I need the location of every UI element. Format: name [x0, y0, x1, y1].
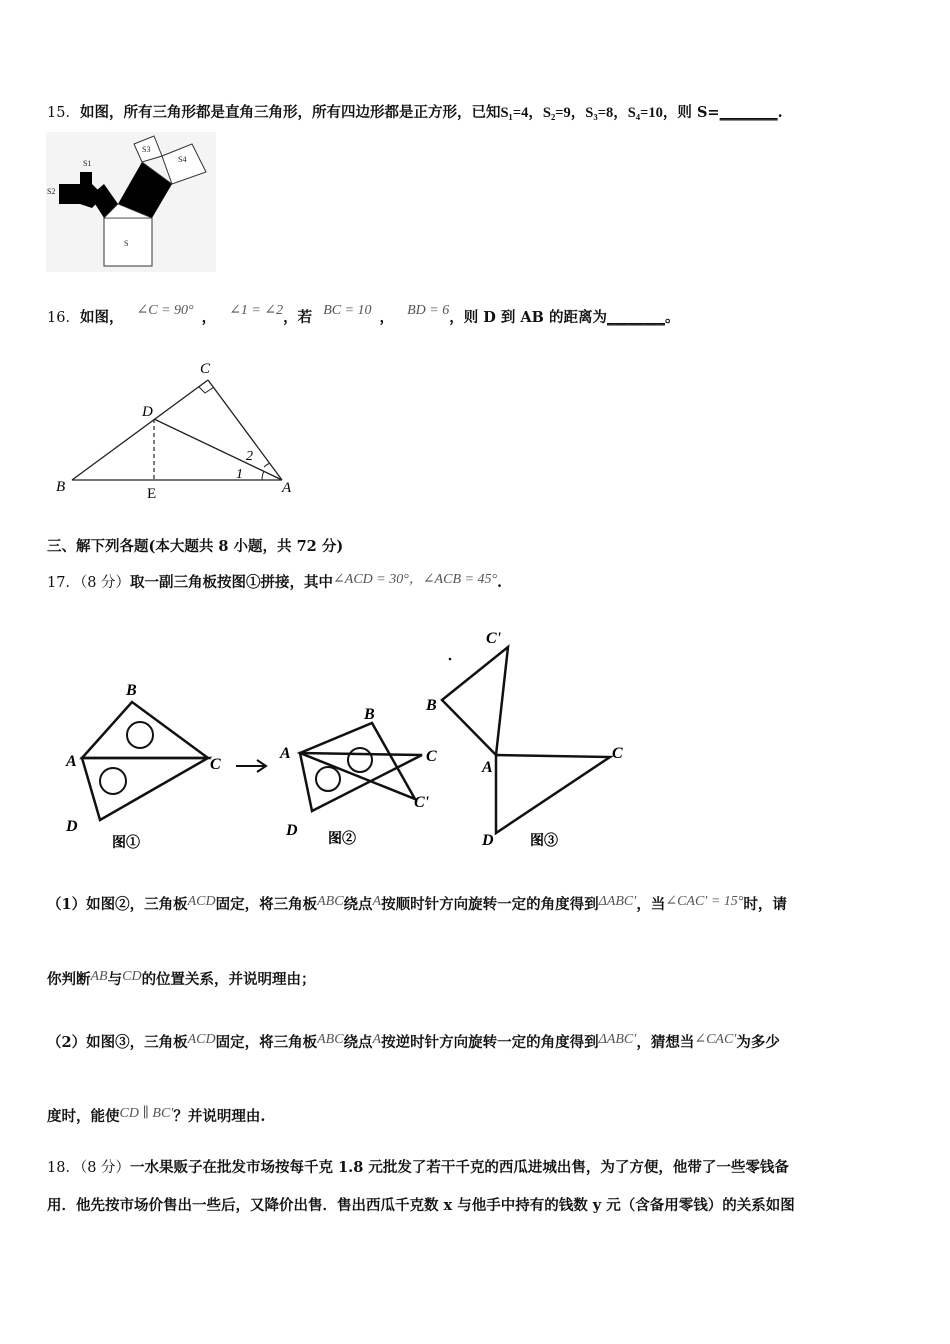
q17-text [47, 573, 502, 594]
angle-arc-2 [264, 463, 270, 467]
part2-m1: ACD [187, 1032, 216, 1047]
q16-sep2: ，若 [283, 309, 313, 326]
fig3-label-c: C [612, 745, 623, 762]
fig1-label-c: C [210, 756, 221, 773]
fig1-label-b: B [126, 682, 137, 699]
part1-m4: ΔABC′ [598, 894, 637, 909]
label-d: D [142, 404, 153, 420]
fig2-label-a: A [280, 745, 291, 762]
part1-t7: 你判断 [47, 971, 91, 988]
segment-ca [208, 380, 282, 480]
fig3-label-c-prime: C' [486, 630, 502, 647]
part1-t2: 固定，将三角板 [215, 896, 318, 913]
q16-cond1: ∠C = 90° [136, 303, 194, 318]
part1-t9: 的位置关系，并说明理由； [141, 971, 316, 988]
q16-cond3: BC = 10 [323, 303, 372, 318]
label-b: B [56, 479, 66, 495]
q17-part1-line1 [47, 895, 787, 916]
label-a: A [282, 480, 292, 496]
part2-t1: 如图③，三角板 [86, 1034, 188, 1051]
fig3-label-a: A [482, 759, 493, 776]
q17-score: （8 分） [79, 575, 131, 591]
fig1-label-a: A [66, 753, 77, 770]
part2-m3: A [372, 1032, 382, 1047]
q18-text-line2: 用．他先按市场价售出一些后，又降价出售．售出西瓜千克数 x 与他手中持有的钱数 y 元（含备用零钱）的关系如图 [47, 1197, 795, 1214]
q15-text-a: 如图，所有三角形都是直角三角形，所有四边形都是正方形，已知 [79, 104, 501, 121]
q18-line1 [47, 1158, 789, 1178]
part2-t5: ，猜想当 [636, 1034, 695, 1051]
q17-cond: ∠ACD = 30°，∠ACB = 45° [333, 572, 498, 587]
q18-number: 18． [47, 1160, 80, 1176]
q16-number: 16． [47, 310, 80, 326]
label-s4: S4 [178, 155, 187, 164]
part2-t8: ？并说明理由. [173, 1108, 266, 1125]
q17-intro: 取一副三角板按图①拼接，其中 [130, 574, 334, 591]
part1-m3: A [372, 894, 382, 909]
q16-cond2: ∠1 = ∠2 [229, 303, 284, 318]
right-angle-mark [199, 387, 214, 393]
q16-tail: ，则 D 到 AB 的距离为 [449, 309, 607, 326]
fig1-caption: 图① [112, 836, 140, 851]
part1-label: （1） [47, 896, 87, 913]
arrow-icon [236, 760, 266, 772]
q17-number: 17． [47, 575, 80, 591]
fig2 [279, 706, 437, 847]
fig2-label-b: B [364, 706, 375, 723]
q17-part2-line2 [47, 1107, 265, 1128]
part2-label: （2） [47, 1034, 87, 1051]
q16-cond4: BD = 6 [407, 303, 450, 318]
q16-figure [50, 355, 300, 505]
q16-end: 。 [664, 309, 680, 326]
fig2-caption: 图② [328, 832, 356, 847]
part1-t5: ，当 [636, 896, 666, 913]
part2-m2: ABC [317, 1032, 344, 1047]
part1-t3: 绕点 [343, 896, 373, 913]
q16-blank: ________ [606, 309, 665, 326]
label-e: E [147, 486, 157, 502]
part1-t8: 与 [107, 971, 123, 988]
fig3-caption: 图③ [530, 834, 558, 849]
q16-sep3: ， [379, 309, 395, 326]
label-s3: S3 [142, 145, 151, 154]
part1-m5: ∠CAC′ = 15° [665, 894, 744, 909]
label-s: S [124, 239, 129, 248]
part2-t2: 固定，将三角板 [215, 1034, 318, 1051]
small-square-s2 [59, 184, 80, 204]
label-c: C [200, 361, 211, 377]
part2-t7: 度时，能使 [47, 1108, 120, 1125]
q15-text-b: ，则 S= [662, 104, 720, 121]
q16-text [47, 303, 680, 329]
q18-line2 [47, 1196, 795, 1216]
q17-part1-line2 [47, 970, 316, 991]
q15-blank: ________ [719, 104, 778, 121]
part1-t6: 时，请 [743, 896, 787, 913]
fig2-label-d: D [286, 822, 298, 839]
segment-bc [72, 380, 208, 480]
part1-m7: CD [122, 969, 142, 984]
label-angle-2: 2 [246, 449, 253, 464]
segment-da [154, 419, 282, 480]
fig3-label-b: B [426, 697, 437, 714]
part1-m1: ACD [187, 894, 216, 909]
q15-text [47, 103, 783, 123]
fig1-label-d: D [66, 818, 78, 835]
part2-t4: 按逆时针方向旋转一定的角度得到 [381, 1034, 599, 1051]
q15-end: . [777, 104, 783, 121]
part2-t3: 绕点 [343, 1034, 373, 1051]
section-title: 三、解下列各题(本大题共 8 小题，共 72 分) [47, 538, 344, 555]
q16-lead: 如图， [79, 309, 124, 326]
q15-figure [46, 132, 216, 272]
small-square-s1 [80, 172, 92, 184]
fig1 [65, 682, 221, 851]
q17-end: . [497, 574, 503, 591]
part1-m6: AB [90, 969, 108, 984]
part1-t4: 按顺时针方向旋转一定的角度得到 [381, 896, 599, 913]
label-s2: S2 [47, 187, 56, 196]
q17-part2-line1 [47, 1033, 780, 1054]
q17-figure [50, 615, 650, 865]
part1-m2: ABC [317, 894, 344, 909]
part2-m6: CD ∥ BC′ [119, 1106, 174, 1121]
fig3 [425, 630, 623, 849]
fig3-label-d: D [482, 832, 494, 849]
q16-sep1: ， [201, 309, 217, 326]
fig2-label-c-prime: C' [414, 794, 430, 811]
part2-t6: 为多少 [736, 1034, 780, 1051]
q15-number: 15． [47, 105, 80, 121]
q18-score: （8 分） [79, 1160, 131, 1176]
q18-text-line1: 一水果贩子在批发市场按每千克 1.8 元批发了若干千克的西瓜进城出售，为了方便，他带了一些零钱备 [130, 1159, 789, 1176]
q15-given: S₁=4，S₂=9，S₃=8，S₄=10 [500, 105, 663, 121]
angle-arc-1 [262, 471, 264, 480]
part1-t1: 如图②，三角板 [86, 896, 188, 913]
label-s1: S1 [83, 159, 92, 168]
label-angle-1: 1 [236, 467, 243, 482]
part2-m5: ∠CAC′ [694, 1032, 737, 1047]
part2-m4: ΔABC′ [598, 1032, 637, 1047]
fig2-label-c: C [426, 748, 437, 765]
